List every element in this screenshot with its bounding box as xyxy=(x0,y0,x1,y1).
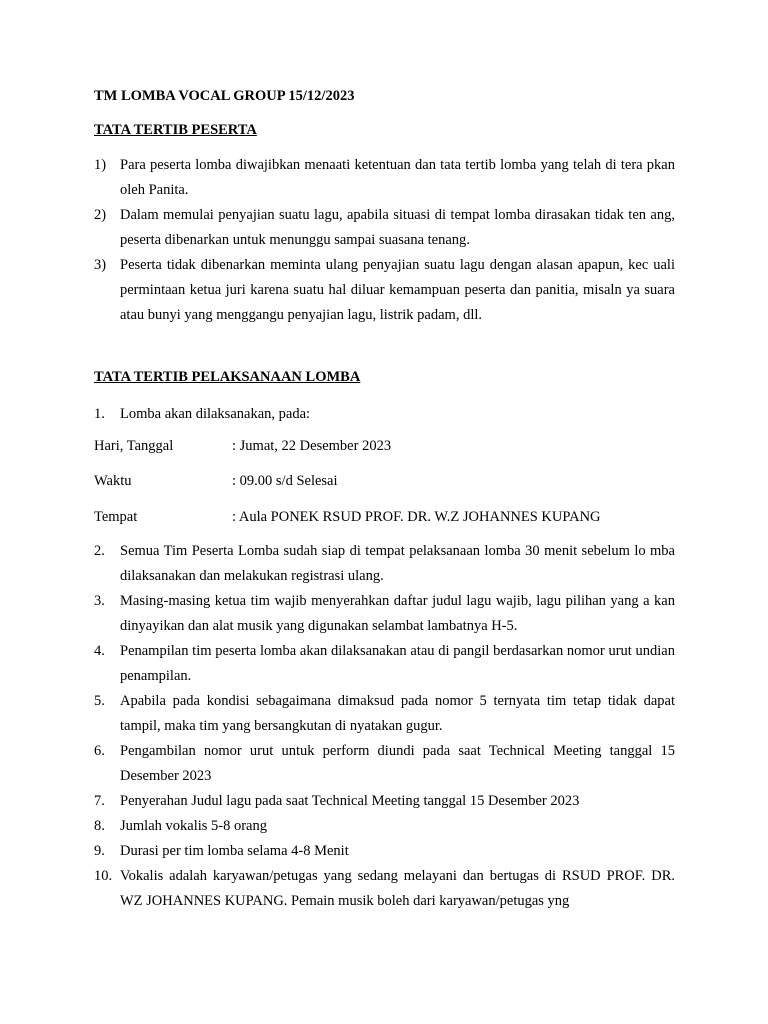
list-item-text: Penampilan tim peserta lomba akan dilaksanakan atau di pangil berdasarkan nomor urut undian penampilan. xyxy=(120,643,675,684)
info-value: : Aula PONEK RSUD PROF. DR. W.Z JOHANNES KUPANG xyxy=(232,509,601,525)
pelaksanaan-rules-list xyxy=(94,539,675,914)
pelaksanaan-first-item xyxy=(94,402,675,427)
info-key: Tempat xyxy=(94,509,138,525)
list-item xyxy=(94,539,675,589)
list-item-text: Dalam memulai penyajian suatu lagu, apabila situasi di tempat lomba dirasakan tidak ten ang, peserta dibenarkan untuk menunggu sampai suasana tenang. xyxy=(120,207,675,248)
document-page xyxy=(94,0,675,1024)
list-marker: 2. xyxy=(94,543,105,559)
list-marker: 2) xyxy=(94,207,107,223)
list-marker: 1. xyxy=(94,406,105,422)
list-item xyxy=(94,789,675,814)
info-key: Hari, Tanggal xyxy=(94,438,174,454)
list-item-text: Vokalis adalah karyawan/petugas yang sedang melayani dan bertugas di RSUD PROF. DR. WZ JOHANNES KUPANG. Pemain musik boleh dari karyawan/petugas yng xyxy=(120,868,675,909)
list-item xyxy=(94,402,675,427)
list-item-text: Apabila pada kondisi sebagaimana dimaksud pada nomor 5 ternyata tim tetap tidak dapat tampil, maka tim yang bersangkutan di nyatakan gugur. xyxy=(120,693,675,734)
list-item-text: Pengambilan nomor urut untuk perform diundi pada saat Technical Meeting tanggal 15 Desember 2023 xyxy=(120,743,675,784)
list-marker: 5. xyxy=(94,693,105,709)
list-item-text: Masing-masing ketua tim wajib menyerahkan daftar judul lagu wajib, lagu pilihan yang a kan dinyayikan dan alat musik yang digunakan selambat lambatnya H-5. xyxy=(120,593,675,634)
list-item xyxy=(94,589,675,639)
document-title: TM LOMBA VOCAL GROUP 15/12/2023 xyxy=(94,88,355,104)
list-item-text: Lomba akan dilaksanakan, pada: xyxy=(120,406,311,422)
section-heading-tata-tertib-peserta: TATA TERTIB PESERTA xyxy=(94,122,257,138)
list-item xyxy=(94,864,675,914)
list-item-text: Semua Tim Peserta Lomba sudah siap di tempat pelaksanaan lomba 30 menit sebelum lo mba dilaksanakan dan melakukan registrasi ulang. xyxy=(120,543,675,584)
list-item xyxy=(94,639,675,689)
info-row-waktu xyxy=(94,469,675,494)
list-marker: 3) xyxy=(94,257,107,273)
list-item xyxy=(94,814,675,839)
section-heading-tata-tertib-pelaksanaan: TATA TERTIB PELAKSANAAN LOMBA xyxy=(94,369,361,385)
list-marker: 4. xyxy=(94,643,105,659)
info-row-tempat xyxy=(94,505,675,530)
list-item xyxy=(94,153,675,203)
list-marker: 10. xyxy=(94,868,113,884)
list-marker: 3. xyxy=(94,593,105,609)
list-item-text: Durasi per tim lomba selama 4-8 Menit xyxy=(120,843,349,859)
list-item xyxy=(94,739,675,789)
peserta-rules-list xyxy=(94,153,675,328)
list-item-text: Penyerahan Judul lagu pada saat Technical Meeting tanggal 15 Desember 2023 xyxy=(120,793,580,809)
list-item xyxy=(94,203,675,253)
list-item xyxy=(94,689,675,739)
list-marker: 1) xyxy=(94,157,107,173)
info-value: : Jumat, 22 Desember 2023 xyxy=(232,438,392,454)
info-row-hari-tanggal xyxy=(94,434,675,459)
list-marker: 6. xyxy=(94,743,105,759)
list-item-text: Peserta tidak dibenarkan meminta ulang penyajian suatu lagu dengan alasan apapun, kec uali permintaan ketua juri karena suatu hal diluar kemampuan peserta dan panitia, misaln ya suara atau bunyi yang menggangu penyajian lagu, listrik padam, dll. xyxy=(120,257,675,323)
list-item-text: Para peserta lomba diwajibkan menaati ketentuan dan tata tertib lomba yang telah di tera pkan oleh Panita. xyxy=(120,157,675,198)
list-item-text: Jumlah vokalis 5-8 orang xyxy=(120,818,267,834)
list-marker: 9. xyxy=(94,843,105,859)
list-item xyxy=(94,839,675,864)
list-marker: 7. xyxy=(94,793,105,809)
info-value: : 09.00 s/d Selesai xyxy=(232,473,338,489)
list-item xyxy=(94,253,675,328)
list-marker: 8. xyxy=(94,818,105,834)
info-key: Waktu xyxy=(94,473,132,489)
